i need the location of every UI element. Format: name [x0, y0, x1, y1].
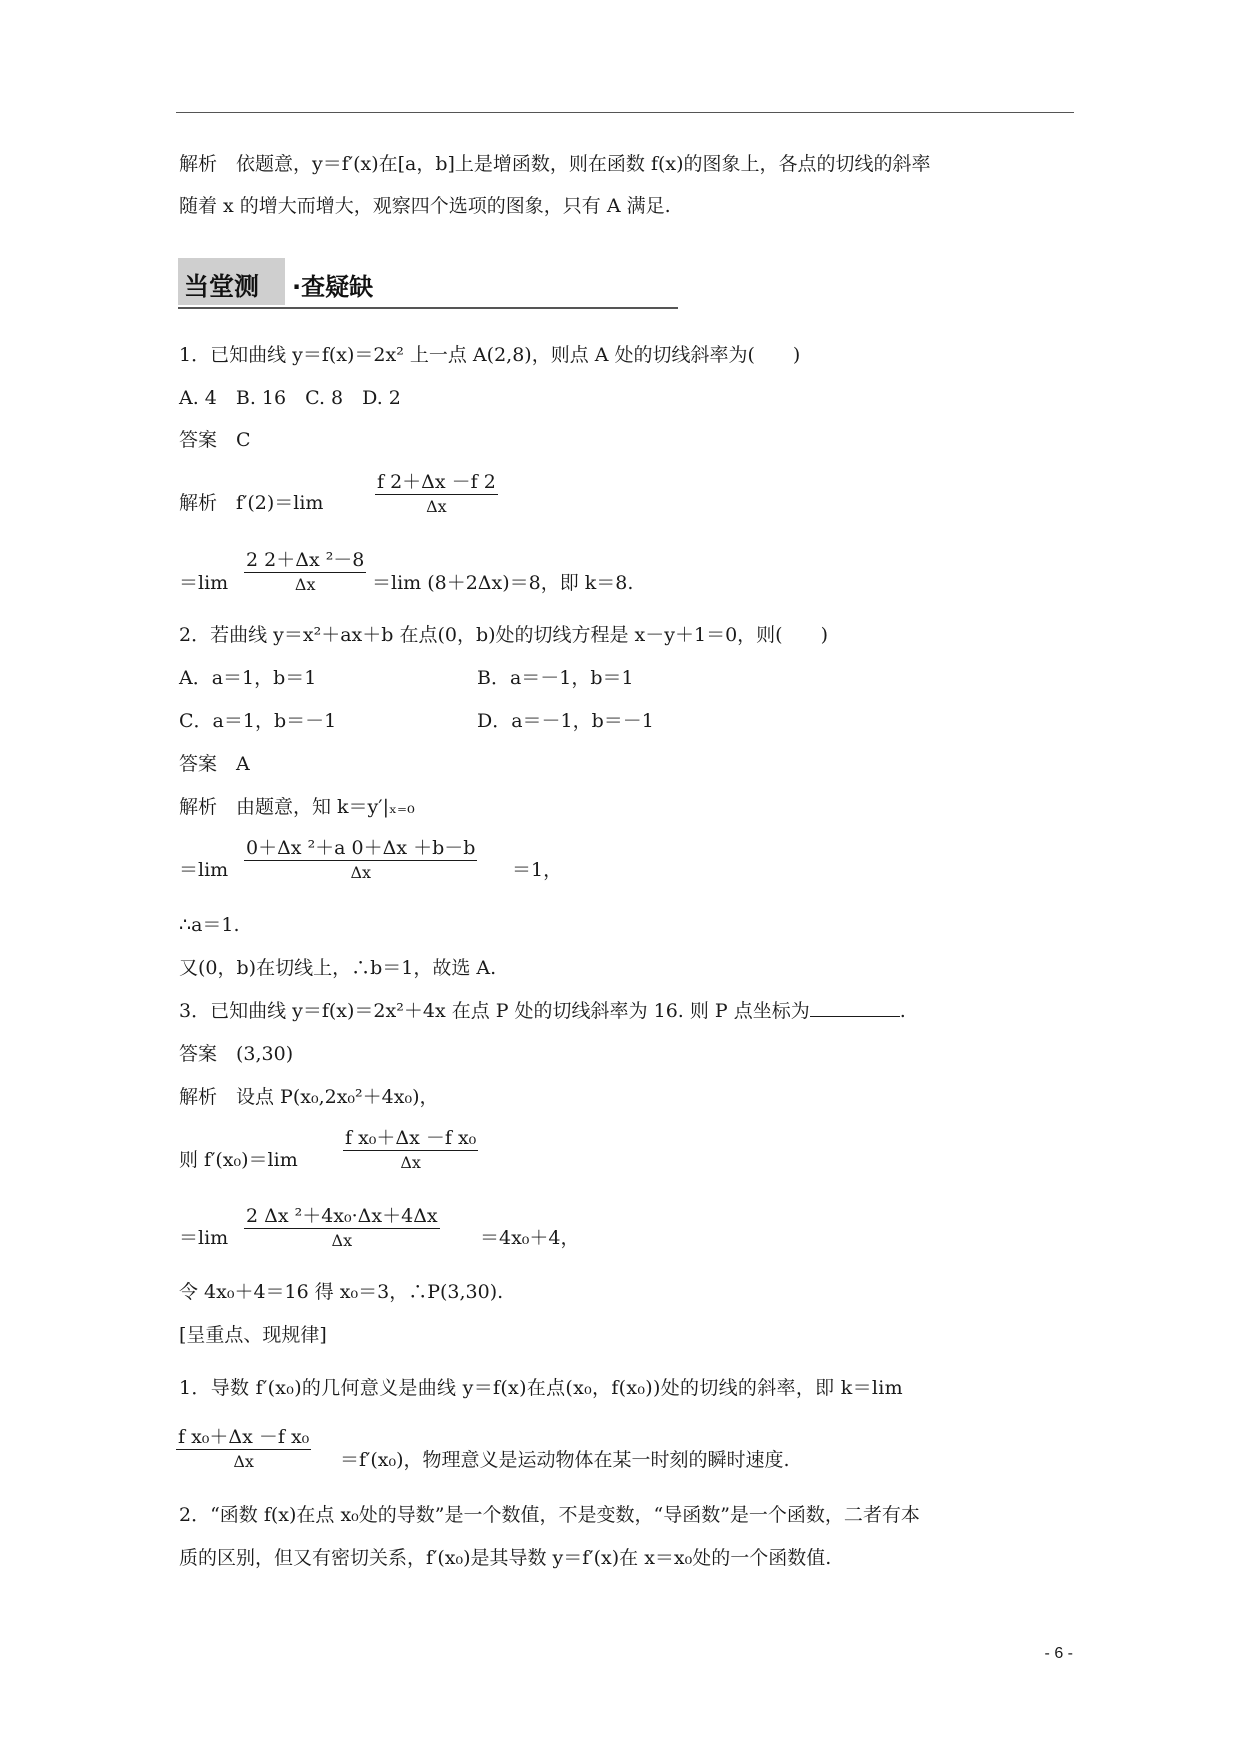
q2-stem: 2．若曲线 y＝x²＋ax＋b 在点(0，b)处的切线方程是 x－y＋1＝0，则( )	[179, 624, 829, 646]
q2-option-b: B．a＝－1，b＝1	[477, 667, 634, 689]
page-number: - 6 -	[1044, 1645, 1073, 1662]
q3-step3-denominator: Δx	[244, 1228, 440, 1253]
summary-point1-line1: 1．导数 f′(x₀)的几何意义是曲线 y＝f(x)在点(x₀，f(x₀))处的切线的斜率，即 k＝lim	[179, 1377, 903, 1399]
q3-stem-text: 3．已知曲线 y＝f(x)＝2x²＋4x 在点 P 处的切线斜率为 16. 则 P 点坐标为	[179, 1000, 810, 1022]
q3-step3-prefix: ＝lim	[179, 1227, 229, 1249]
q2-option-c: C．a＝1，b＝－1	[179, 710, 337, 732]
q1-stem: 1．已知曲线 y＝f(x)＝2x² 上一点 A(2,8)，则点 A 处的切线斜率为( )	[179, 344, 801, 366]
q1-fraction-denominator: Δx	[375, 494, 498, 519]
q3-step2-prefix: 则 f′(x₀)＝lim	[179, 1149, 298, 1171]
q3-step2-fraction	[343, 1126, 478, 1175]
section-heading	[178, 258, 678, 310]
q1-step2-prefix: ＝lim	[179, 572, 229, 594]
q2-option-a: A．a＝1，b＝1	[179, 667, 317, 689]
q2-option-d: D．a＝－1，b＝－1	[477, 710, 654, 732]
q3-step3-numerator: 2 Δx ²＋4x₀·Δx＋4Δx	[246, 1205, 438, 1227]
q3-stem	[179, 998, 906, 1024]
q2-therefore: ∴a＝1.	[179, 914, 240, 936]
summary-point1-suffix: ＝f′(x₀)，物理意义是运动物体在某一时刻的瞬时速度.	[340, 1449, 790, 1471]
q2-solution-line1: 解析 由题意，知 k＝y′|ₓ₌₀	[179, 796, 415, 818]
q3-answer-blank	[810, 998, 900, 1017]
q2-answer: 答案 A	[179, 753, 250, 775]
q1-fraction-numerator: f 2＋Δx －f 2	[377, 471, 496, 493]
summary-fraction-numerator: f x₀＋Δx －f x₀	[178, 1426, 310, 1448]
q3-stem-end: .	[899, 1000, 906, 1022]
q3-conclusion: 令 4x₀＋4＝16 得 x₀＝3，∴P(3,30).	[179, 1281, 504, 1303]
q2-step2-prefix: ＝lim	[179, 859, 229, 881]
q3-step2-denominator: Δx	[343, 1150, 478, 1175]
q1-solution-prefix: 解析 f′(2)＝lim	[179, 492, 324, 514]
q3-step2-numerator: f x₀＋Δx －f x₀	[345, 1127, 477, 1149]
q3-solution-line1: 解析 设点 P(x₀,2x₀²＋4x₀)，	[179, 1086, 439, 1108]
q1-options: A. 4 B. 16 C. 8 D. 2	[179, 387, 401, 409]
q3-answer: 答案 (3,30)	[179, 1043, 294, 1065]
q2-step2-suffix: ＝1，	[512, 859, 563, 881]
q2-conclusion: 又(0，b)在切线上，∴b＝1，故选 A.	[179, 957, 497, 979]
q1-step2-denominator: Δx	[244, 572, 366, 597]
summary-point2-line2: 质的区别，但又有密切关系，f′(x₀)是其导数 y＝f′(x)在 x＝x₀处的一个函数值.	[179, 1547, 832, 1569]
q2-step2-numerator: 0＋Δx ²＋a 0＋Δx ＋b－b	[246, 837, 476, 859]
q1-step2-suffix: ＝lim (8＋2Δx)＝8，即 k＝8.	[372, 572, 634, 594]
section-heading-rule	[178, 307, 678, 309]
top-explanation-line2: 随着 x 的增大而增大，观察四个选项的图象，只有 A 满足.	[179, 195, 671, 217]
q3-step3-fraction	[244, 1204, 440, 1253]
q1-solution-fraction	[375, 470, 498, 519]
q3-step3-suffix: ＝4x₀＋4，	[480, 1227, 580, 1249]
summary-heading: [呈重点、现规律]	[179, 1324, 327, 1346]
q1-step2-numerator: 2 2＋Δx ²－8	[246, 549, 365, 571]
header-rule	[176, 112, 1074, 113]
summary-point1-fraction	[176, 1425, 311, 1474]
section-box-label: 当堂测	[184, 272, 260, 301]
summary-point2-line1: 2．“函数 f(x)在点 x₀处的导数”是一个数值，不是变数，“导函数”是一个函数，二者有本	[179, 1504, 920, 1526]
q1-step2-fraction	[244, 548, 366, 597]
q1-answer: 答案 C	[179, 429, 251, 451]
section-tail-label: ·查疑缺	[292, 273, 374, 301]
q2-step2-fraction	[244, 836, 477, 885]
q2-step2-denominator: Δx	[244, 860, 477, 885]
section-heading-box	[178, 258, 285, 305]
top-explanation-line1: 解析 依题意，y＝f′(x)在[a，b]上是增函数，则在函数 f(x)的图象上，各点的切线的斜率	[179, 153, 931, 175]
summary-fraction-denominator: Δx	[176, 1449, 311, 1474]
